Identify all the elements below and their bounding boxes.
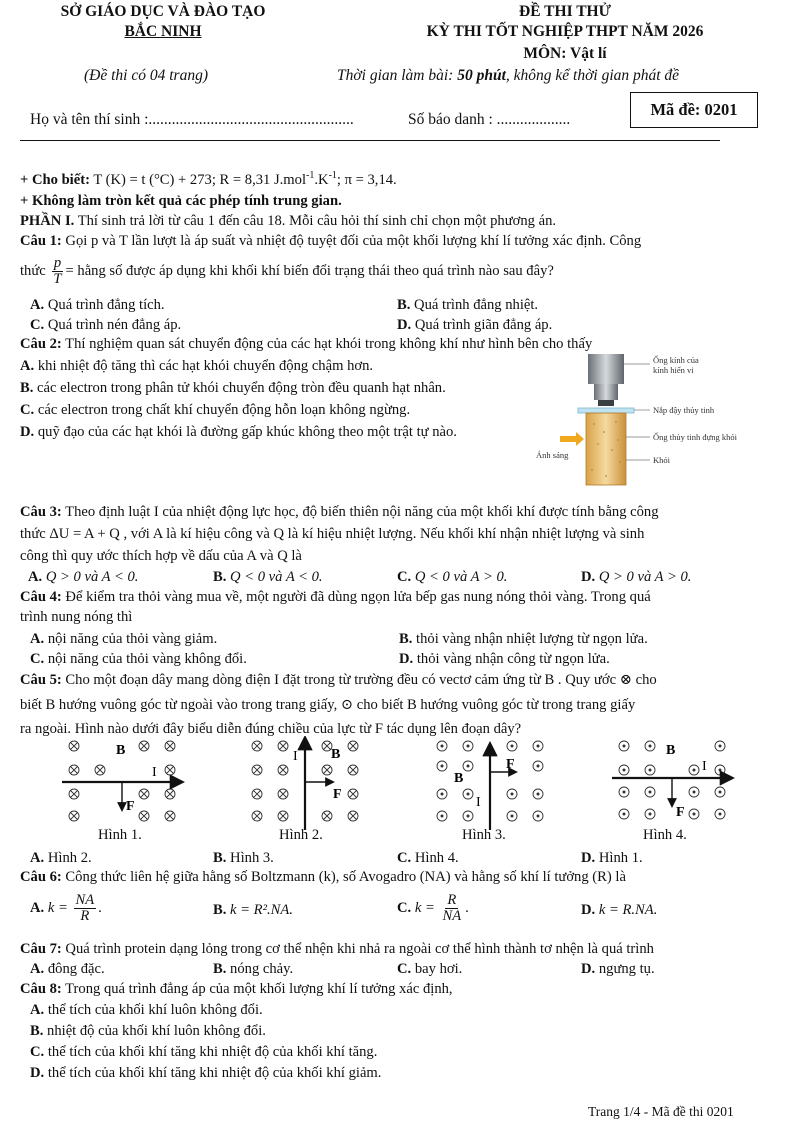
label-light: Ánh sáng — [536, 450, 569, 460]
q2-option-c[interactable]: C. các electron trong chất khí chuyển động hỗn loạn không ngừng. — [20, 402, 411, 418]
subject: MÔN: Vật lí — [523, 45, 607, 62]
q6-option-d[interactable]: D. k = R.NA. — [581, 902, 658, 918]
question-5-line1: Câu 5: Cho một đoạn dây mang dòng điện I đặt trong từ trường đều có vectơ cảm ứng từ B . Quy ước ⊗ cho — [20, 672, 657, 688]
given-constants: + Cho biết: T (K) = t (°C) + 273; R = 8,31 $J.mol^{-1}.K^{-1}$; π = 3,14. — [20, 170, 397, 188]
figure-1-caption: Hình 1. — [98, 827, 142, 843]
q8-option-a[interactable]: A. thể tích của khối khí luôn không đổi. — [30, 1002, 263, 1018]
microscope-body — [588, 354, 624, 384]
province-name: BẮC NINH — [124, 23, 202, 40]
i-label: I — [152, 765, 157, 780]
q6-option-a[interactable]: A. k = $\frac{NA}{R}$ . — [30, 892, 102, 925]
i-label: I — [476, 795, 481, 810]
candidate-name-field: Họ và tên thí sinh :..................................................... — [30, 111, 354, 128]
q1-option-d[interactable]: D. Quá trình giãn đẳng áp. — [397, 317, 553, 333]
question-6-stem: Câu 6: Công thức liên hệ giữa hằng số Boltzmann (k), số Avogadro (NA) và hằng số khí lí tưởng (R) là — [20, 869, 626, 885]
q7-option-c[interactable]: C. bay hơi. — [397, 961, 463, 977]
figure-4-caption: Hình 4. — [643, 827, 687, 843]
department-name: SỞ GIÁO DỤC VÀ ĐÀO TẠO — [60, 3, 266, 20]
q1-option-a[interactable]: A. Quá trình đẳng tích. — [30, 297, 165, 313]
na-over-r-fraction: $\frac{NA}{R}$ — [75, 892, 95, 925]
b-label: B — [454, 771, 464, 786]
q7-option-a[interactable]: A. đông đặc. — [30, 961, 105, 977]
page-footer: Trang 1/4 - Mã đề thi 0201 — [588, 1104, 734, 1119]
f-label: F — [126, 799, 135, 814]
exam-subtitle: KỲ THI TỐT NGHIỆP THPT NĂM 2026 — [426, 23, 704, 40]
smoke-experiment-figure — [532, 352, 764, 486]
question-2-stem: Câu 2: Thí nghiệm quan sát chuyển động của các hạt khói trong không khí như hình bên cho thấy — [20, 336, 593, 352]
q2-option-a[interactable]: A. khi nhiệt độ tăng thì các hạt khói chuyển động chậm hơn. — [20, 358, 374, 374]
microscope-lens — [594, 384, 618, 400]
figure-4 — [612, 741, 732, 820]
q8-option-b[interactable]: B. nhiệt độ của khối khí luôn không đổi. — [30, 1023, 266, 1039]
q2-option-b[interactable]: B. các electron trong phân tử khói chuyển động tròn đều quanh hạt nhân. — [20, 380, 446, 396]
i-label: I — [293, 749, 298, 764]
q4-option-b[interactable]: B. thỏi vàng nhận nhiệt lượng từ ngọn lửa. — [399, 631, 648, 647]
question-8-stem: Câu 8: Trong quá trình đẳng áp của một khối lượng khí lí tưởng xác định, — [20, 981, 453, 997]
label-smoke: Khói — [653, 455, 670, 465]
r-over-na-fraction: $\frac{R}{NA}$ — [442, 892, 462, 925]
b-label: B — [116, 743, 126, 758]
figure-3-caption: Hình 3. — [462, 827, 506, 843]
question-7-stem: Câu 7: Quá trình protein dạng lỏng trong cơ thể nhện khi nhả ra ngoài cơ thể hình thành tơ nhện là quá trình — [20, 941, 654, 957]
figure-2 — [252, 738, 358, 830]
q4-option-d[interactable]: D. thỏi vàng nhận công từ ngọn lửa. — [399, 651, 610, 667]
rounding-note: + Không làm tròn kết quả các phép tính trung gian. — [20, 193, 342, 209]
b-label: B — [331, 747, 341, 762]
question-1-line1: Câu 1: Gọi p và T lần lượt là áp suất và nhiệt độ tuyệt đối của một khối lượng khí lí tưởng xác định. Công — [20, 233, 642, 249]
divider — [20, 140, 720, 141]
smoke-tube — [586, 413, 626, 485]
exam-code-box: Mã đề: 0201 — [630, 92, 758, 128]
p-over-t-fraction: $\frac{p}{T}$ — [53, 255, 62, 288]
q4-option-c[interactable]: C. nội năng của thỏi vàng không đổi. — [30, 651, 247, 667]
magnetic-force-figures — [60, 736, 740, 844]
question-3-line3: công thì quy ước thích hợp về dấu của A và Q là — [20, 548, 302, 564]
q1-option-b[interactable]: B. Quá trình đẳng nhiệt. — [397, 297, 539, 313]
q5-option-c[interactable]: C. Hình 4. — [397, 850, 459, 866]
label-microscope-2: kính hiển vi — [653, 365, 694, 375]
q7-option-b[interactable]: B. nóng chảy. — [213, 961, 294, 977]
q7-option-d[interactable]: D. ngưng tụ. — [581, 961, 655, 977]
q6-option-b[interactable]: B. k = R².NA. — [213, 902, 293, 918]
question-1-line2: thức $\frac{p}{T}$ = hằng số được áp dụng khi khối khí biến đổi trạng thái theo quá trình nào sau đây? — [20, 255, 554, 288]
pages-note: (Đề thi có 04 trang) — [84, 67, 208, 84]
q5-option-a[interactable]: A. Hình 2. — [30, 850, 92, 866]
glass-cover — [578, 408, 634, 413]
candidate-id-field: Số báo danh : ................... — [408, 111, 571, 128]
figure-3 — [437, 741, 543, 830]
q4-option-a[interactable]: A. nội năng của thỏi vàng giảm. — [30, 631, 218, 647]
f-label: F — [676, 805, 685, 820]
q8-option-d[interactable]: D. thể tích của khối khí tăng khi nhiệt độ của khối khí giảm. — [30, 1065, 382, 1081]
f-label: F — [333, 787, 342, 802]
q2-option-d[interactable]: D. quỹ đạo của các hạt khói là đường gấp khúc không theo một trật tự nào. — [20, 424, 457, 440]
q3-option-b[interactable]: B. Q < 0 và A < 0. — [213, 569, 323, 585]
i-label: I — [702, 759, 707, 774]
q1-option-c[interactable]: C. Quá trình nén đẳng áp. — [30, 317, 182, 333]
b-label: B — [666, 743, 676, 758]
q5-option-d[interactable]: D. Hình 1. — [581, 850, 643, 866]
light-arrow-icon — [560, 432, 584, 446]
q6-option-c[interactable]: C. k = $\frac{R}{NA}$ . — [397, 892, 469, 925]
q3-option-d[interactable]: D. Q > 0 và A > 0. — [581, 569, 692, 585]
label-cover: Nắp đậy thủy tinh — [653, 405, 715, 415]
exam-title: ĐỀ THI THỬ — [519, 3, 611, 20]
question-4-line2: trình nung nóng thì — [20, 609, 133, 625]
question-5-line3: ra ngoài. Hình nào dưới đây biểu diễn đúng chiều của lực từ F tác dụng lên đoạn dây? — [20, 721, 522, 737]
q3-option-c[interactable]: C. Q < 0 và A > 0. — [397, 569, 508, 585]
q8-option-c[interactable]: C. thể tích của khối khí tăng khi nhiệt độ của khối khí tăng. — [30, 1044, 378, 1060]
label-tube: Ống thủy tinh đựng khói — [653, 432, 737, 442]
question-4-line1: Câu 4: Để kiểm tra thỏi vàng mua về, một người đã dùng ngọn lửa bếp gas nung nóng thỏi vàng. Trong quá — [20, 589, 651, 605]
q3-option-a[interactable]: A. Q > 0 và A < 0. — [28, 569, 139, 585]
f-label: F — [506, 757, 515, 772]
label-microscope: Ống kính của — [653, 355, 699, 365]
question-5-line2: biết B hướng vuông góc từ ngoài vào trong trang giấy, ⊙ cho biết B hướng vuông góc từ trong trang giấy — [20, 697, 636, 713]
figure-2-caption: Hình 2. — [279, 827, 323, 843]
q5-option-b[interactable]: B. Hình 3. — [213, 850, 274, 866]
time-note: Thời gian làm bài: 50 phút, không kể thời gian phát đề — [337, 67, 680, 84]
question-3-line2: thức ΔU = A + Q , với A là kí hiệu công và Q là kí hiệu nhiệt lượng. Nếu khối khí nhận nhiệt lượng và sinh — [20, 526, 645, 542]
figure-1 — [62, 741, 182, 821]
question-3-line1: Câu 3: Theo định luật I của nhiệt động lực học, độ biến thiên nội năng của một khối khí được tính bằng công — [20, 504, 659, 520]
part-1-heading: PHẦN I. Thí sinh trả lời từ câu 1 đến câu 18. Mỗi câu hỏi thí sinh chỉ chọn một phương án. — [20, 213, 557, 229]
